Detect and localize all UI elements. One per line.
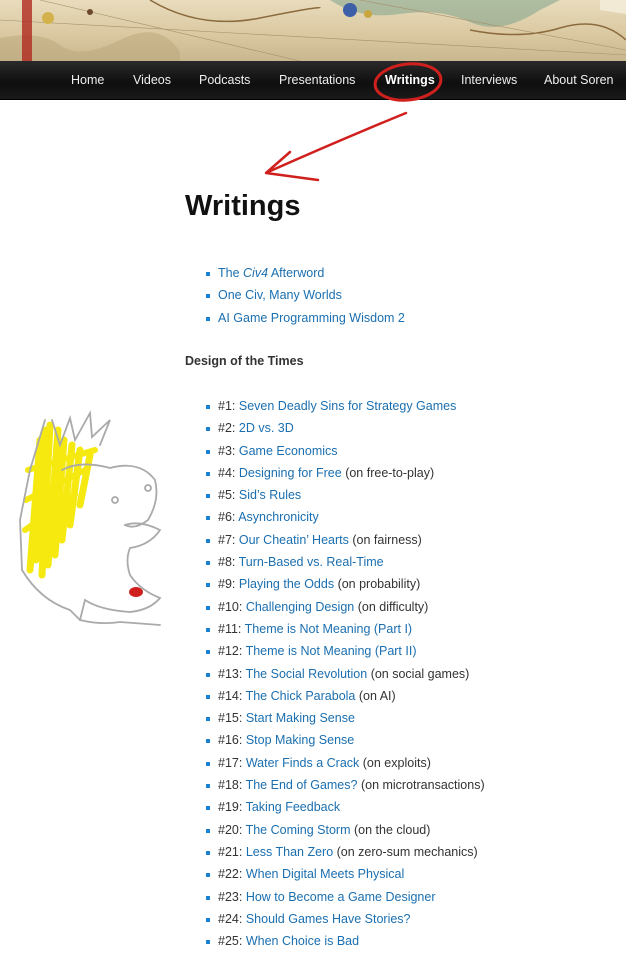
article-list-item xyxy=(206,484,485,506)
article-number: #6: xyxy=(218,510,236,525)
article-list-item xyxy=(206,886,485,908)
article-number: #24: xyxy=(218,911,243,926)
article-note: (on social games) xyxy=(370,666,470,681)
article-list-item xyxy=(206,417,485,439)
article-number: #25: xyxy=(218,934,243,949)
article-number: #17: xyxy=(218,755,243,770)
article-list-item xyxy=(206,752,485,774)
article-link[interactable]: Start Making Sense xyxy=(245,711,355,726)
yellow-hair-scribble xyxy=(25,425,95,575)
article-list-item xyxy=(206,573,485,595)
nav-videos[interactable]: Videos xyxy=(133,73,171,87)
link-text-italic: Civ4 xyxy=(243,266,269,280)
article-list-item xyxy=(206,596,485,618)
article-number: #2: xyxy=(218,421,236,436)
nav-podcasts[interactable]: Podcasts xyxy=(199,73,251,87)
article-list-item xyxy=(206,796,485,818)
list-item xyxy=(206,284,405,306)
article-number: #12: xyxy=(218,644,243,659)
article-link[interactable]: Should Games Have Stories? xyxy=(245,911,411,926)
top-links-list xyxy=(206,262,405,329)
article-list-item xyxy=(206,685,485,707)
article-list-item xyxy=(206,618,485,640)
article-number: #15: xyxy=(218,711,243,726)
article-note: (on difficulty) xyxy=(357,599,429,614)
nav-writings[interactable]: Writings xyxy=(385,73,435,87)
article-list-item xyxy=(206,908,485,930)
article-list-item xyxy=(206,462,485,484)
article-link[interactable]: The Social Revolution xyxy=(245,666,368,681)
article-link[interactable]: The Coming Storm xyxy=(245,822,351,837)
article-link[interactable]: Theme is Not Meaning (Part I) xyxy=(244,621,413,636)
article-number: #10: xyxy=(218,599,243,614)
article-link[interactable]: Turn-Based vs. Real-Time xyxy=(238,555,384,570)
article-number: #23: xyxy=(218,889,243,904)
article-list-item xyxy=(206,863,485,885)
article-list-item xyxy=(206,819,485,841)
article-link[interactable]: When Choice is Bad xyxy=(245,934,360,949)
list-item xyxy=(206,262,405,284)
article-note: (on microtransactions) xyxy=(360,778,485,793)
article-note: (on the cloud) xyxy=(353,822,431,837)
red-mouth xyxy=(129,587,143,597)
article-list-item xyxy=(206,707,485,729)
section-heading: Design of the Times xyxy=(185,354,304,368)
article-number: #9: xyxy=(218,577,236,592)
link-text-suffix: Afterword xyxy=(268,266,325,280)
article-number: #14: xyxy=(218,688,243,703)
article-list-item xyxy=(206,640,485,662)
red-arrow-shaft xyxy=(268,113,406,172)
article-number: #20: xyxy=(218,822,243,837)
page-title: Writings xyxy=(185,190,301,222)
article-link[interactable]: 2D vs. 3D xyxy=(238,421,294,436)
article-link[interactable]: Playing the Odds xyxy=(238,577,335,592)
article-list-item xyxy=(206,774,485,796)
article-note: (on free-to-play) xyxy=(345,465,435,480)
one-civ-many-worlds-link[interactable]: One Civ, Many Worlds xyxy=(218,288,342,303)
header-banner-map xyxy=(0,0,626,61)
link-text-prefix: The xyxy=(218,266,244,280)
article-list-item xyxy=(206,506,485,528)
article-number: #22: xyxy=(218,867,243,882)
nav-about-soren[interactable]: About Soren xyxy=(544,73,614,87)
article-note: (on probability) xyxy=(337,577,421,592)
article-number: #4: xyxy=(218,465,236,480)
article-number: #18: xyxy=(218,778,243,793)
article-link[interactable]: Water Finds a Crack xyxy=(245,755,360,770)
article-link[interactable]: When Digital Meets Physical xyxy=(245,867,405,882)
map-illustration xyxy=(0,0,626,61)
ai-game-programming-wisdom-link[interactable]: AI Game Programming Wisdom 2 xyxy=(218,310,405,325)
article-link[interactable]: How to Become a Game Designer xyxy=(245,889,436,904)
article-note: (on AI) xyxy=(358,688,396,703)
red-arrow-head xyxy=(266,152,318,180)
nav-presentations[interactable]: Presentations xyxy=(279,73,356,87)
article-list-item xyxy=(206,551,485,573)
article-link[interactable]: The End of Games? xyxy=(245,778,358,793)
article-link[interactable]: Asynchronicity xyxy=(238,510,319,525)
article-list-item xyxy=(206,841,485,863)
article-link[interactable]: Less Than Zero xyxy=(245,844,334,859)
article-number: #13: xyxy=(218,666,243,681)
article-list-item xyxy=(206,729,485,751)
article-link[interactable]: Designing for Free xyxy=(238,465,342,480)
article-link[interactable]: Challenging Design xyxy=(245,599,355,614)
article-link[interactable]: Our Cheatin’ Hearts xyxy=(238,532,349,547)
article-number: #11: xyxy=(218,621,242,636)
article-list-item xyxy=(206,663,485,685)
article-link[interactable]: Sid’s Rules xyxy=(238,488,302,503)
article-number: #19: xyxy=(218,800,243,815)
nav-interviews[interactable]: Interviews xyxy=(461,73,518,87)
article-number: #7: xyxy=(218,532,236,547)
article-list-item xyxy=(206,930,485,952)
civ4-afterword-link[interactable] xyxy=(218,266,324,280)
article-list-item xyxy=(206,440,485,462)
article-link[interactable]: Taking Feedback xyxy=(245,800,341,815)
articles-list xyxy=(206,395,485,952)
list-item xyxy=(206,307,405,329)
article-note: (on fairness) xyxy=(352,532,422,547)
article-number: #16: xyxy=(218,733,243,748)
article-number: #3: xyxy=(218,443,236,458)
article-list-item xyxy=(206,529,485,551)
article-number: #8: xyxy=(218,555,236,570)
article-list-item xyxy=(206,395,485,417)
article-link[interactable]: Game Economics xyxy=(238,443,338,458)
face-outline xyxy=(20,413,160,625)
article-number: #1: xyxy=(218,399,236,413)
article-link[interactable]: Stop Making Sense xyxy=(245,733,355,748)
article-link[interactable]: Theme is Not Meaning (Part II) xyxy=(245,644,417,659)
article-link[interactable]: Seven Deadly Sins for Strategy Games xyxy=(238,399,457,413)
article-link[interactable]: The Chick Parabola xyxy=(245,688,356,703)
article-note: (on exploits) xyxy=(362,755,431,770)
article-number: #5: xyxy=(218,488,236,503)
article-number: #21: xyxy=(218,844,243,859)
main-navigation xyxy=(0,61,626,100)
article-note: (on zero-sum mechanics) xyxy=(336,844,478,859)
nav-home[interactable]: Home xyxy=(71,73,105,87)
